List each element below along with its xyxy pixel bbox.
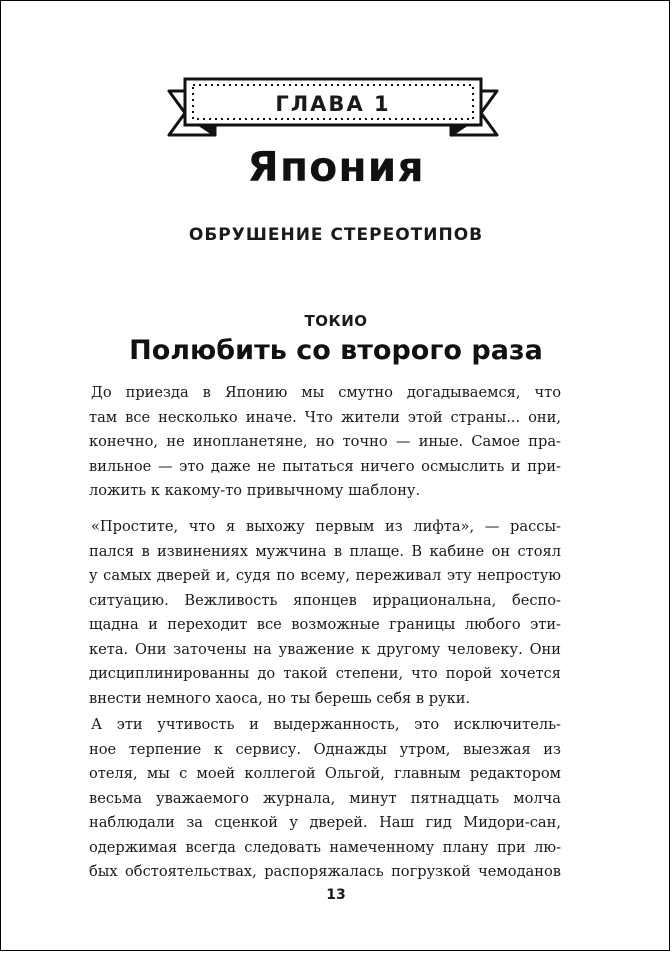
text-line: кета. Они заточены на уважение к другому человеку. Они <box>89 640 561 658</box>
section-location: ТОКИО <box>304 312 368 330</box>
page-number: 13 <box>326 887 346 903</box>
text-line: наблюдали за сценкой у дверей. Наш гид Мидори-сан, <box>89 814 561 831</box>
paragraph-1 <box>89 381 561 504</box>
text-line: у самых дверей и, судя по всему, переживал эту непростую <box>89 567 561 584</box>
text-line: пался в извинениях мужчина в плаще. В кабине он стоял <box>89 542 561 560</box>
text-line: внести немного хаоса, но ты берешь себя в руки. <box>89 689 471 707</box>
text-line: щадна и переходит все возможные границы любого эти- <box>89 616 561 633</box>
text-line: отеля, мы с моей коллегой Ольгой, главным редактором <box>89 765 561 782</box>
section-title: Полюбить со второго раза <box>129 335 543 366</box>
text-line: весьма уважаемого журнала, минут пятнадцать молча <box>89 789 561 807</box>
text-line: ное терпение к сервису. Однажды утром, выезжая из <box>89 740 561 758</box>
text-line: бых обстоятельствах, распоряжалась погрузкой чемоданов <box>89 863 561 880</box>
text-line: «Простите, что я выхожу первым из лифта», — рассы- <box>91 518 561 535</box>
text-line: дисциплинированны до такой степени, что порой хочется <box>89 665 561 682</box>
text-line: конечно, не инопланетяне, но точно — иные. Самое пра- <box>89 433 561 450</box>
text-line: ситуацию. Вежливость японцев иррациональна, беспо- <box>89 591 561 609</box>
paragraph-2 <box>89 515 561 711</box>
paragraph-3 <box>89 713 561 885</box>
chapter-title: Япония <box>247 143 425 191</box>
text-line: одержимая всегда следовать намеченному плану при лю- <box>89 838 561 856</box>
text-line: До приезда в Японию мы смутно догадываемся, что <box>91 384 561 401</box>
text-line: там все несколько иначе. Что жители этой страны... они, <box>89 408 561 426</box>
text-line: вильное — это даже не пытаться ничего осмыслить и при- <box>89 457 561 475</box>
chapter-banner <box>163 73 503 143</box>
text-line: ложить к какому-то привычному шаблону. <box>89 482 421 499</box>
chapter-subtitle: ОБРУШЕНИЕ СТЕРЕОТИПОВ <box>188 225 484 245</box>
chapter-label: ГЛАВА 1 <box>275 92 391 116</box>
text-line: А эти учтивость и выдержанность, это исключитель- <box>91 716 561 733</box>
